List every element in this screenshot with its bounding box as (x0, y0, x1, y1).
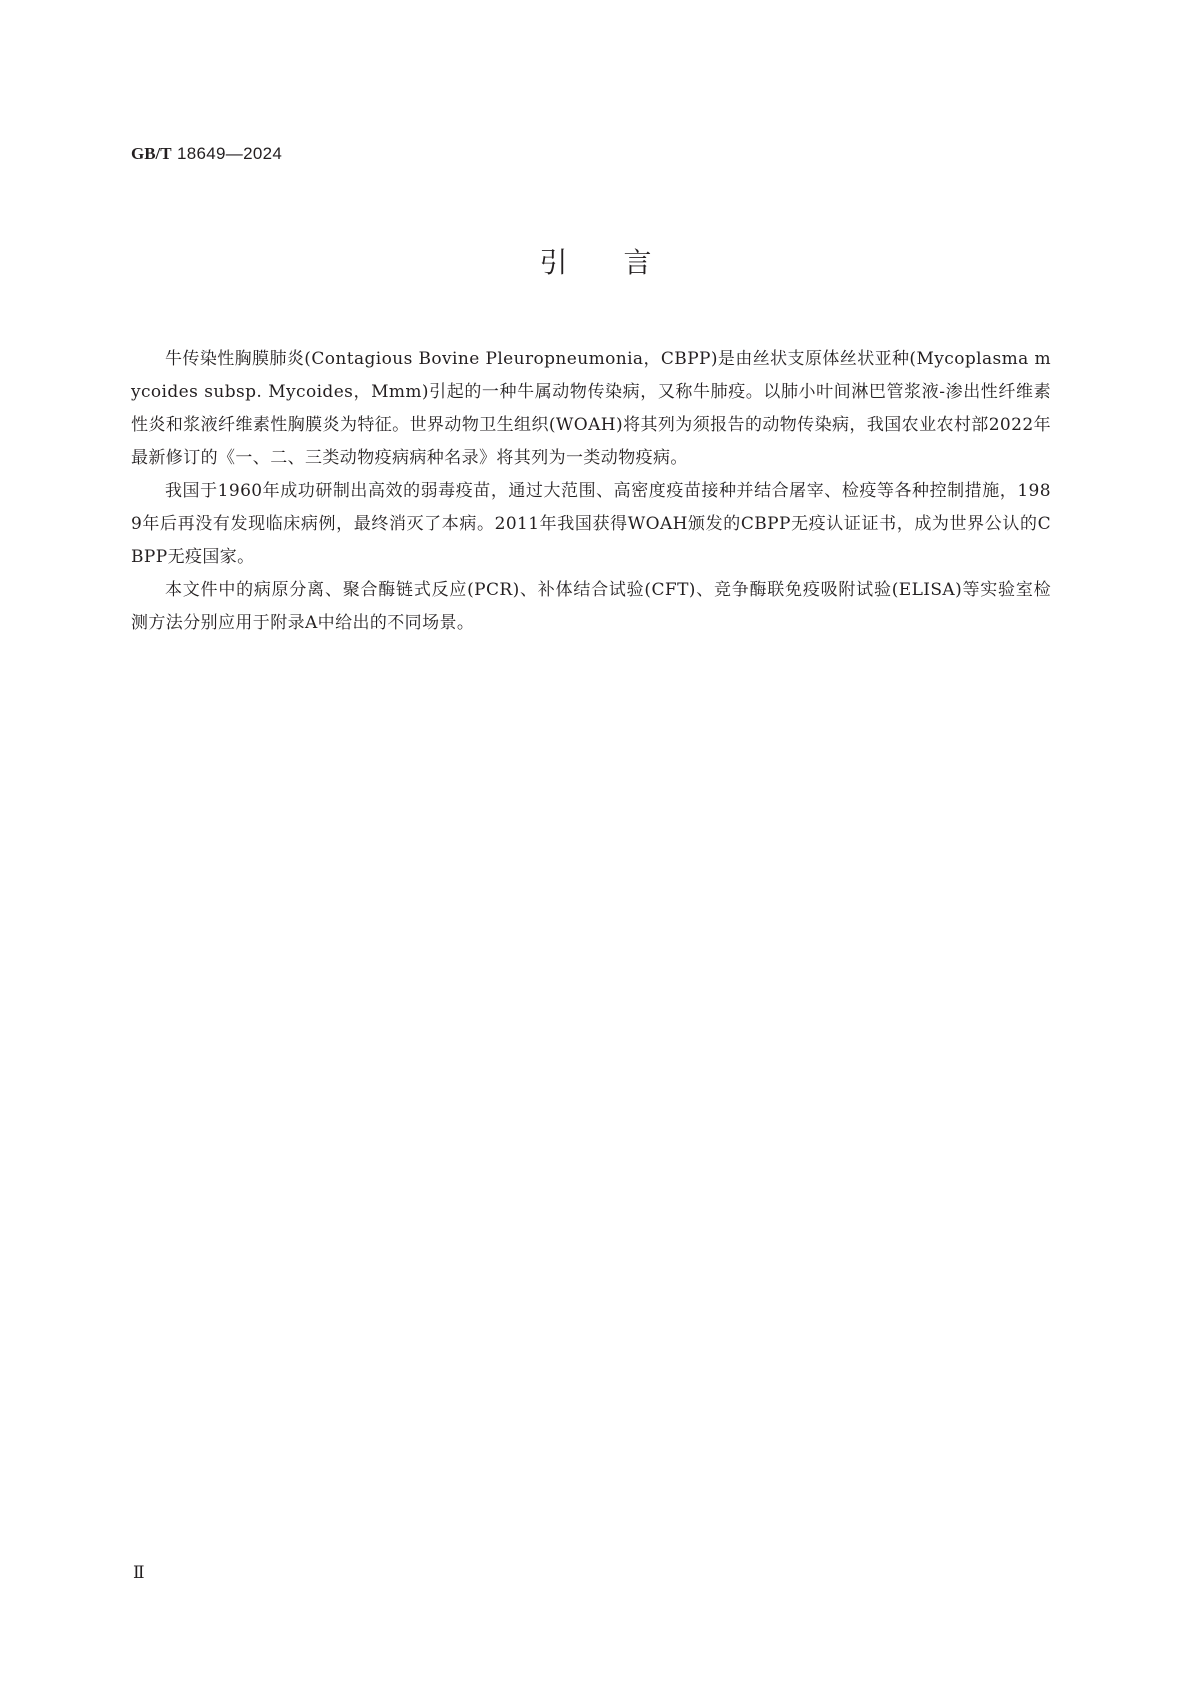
standard-number: 18649—2024 (177, 144, 283, 163)
paragraph-cbpp-definition: 牛传染性胸膜肺炎(Contagious Bovine Pleuropneumonia，CBPP)是由丝状支原体丝状亚种(Mycoplasma mycoides subsp. Mycoides，Mmm)引起的一种牛属动物传染病，又称牛肺疫。以肺小叶间淋巴管浆液-渗出性纤维素性炎和浆液纤维素性胸膜炎为特征。世界动物卫生组织(WOAH)将其列为须报告的动物传染病，我国农业农村部2022年最新修订的《一、二、三类动物疫病病种名录》将其列为一类动物疫病。 (131, 349, 1051, 468)
introduction-body (131, 343, 1051, 640)
paragraph-test-methods: 本文件中的病原分离、聚合酶链式反应(PCR)、补体结合试验(CFT)、竞争酶联免疫吸附试验(ELISA)等实验室检测方法分别应用于附录A中给出的不同场景。 (131, 580, 1051, 633)
standard-code-header (131, 143, 282, 165)
section-title: 引言 (539, 246, 708, 279)
standard-prefix: GB/T (131, 144, 172, 163)
page-number: Ⅱ (133, 1563, 145, 1582)
paragraph-eradication-history: 我国于1960年成功研制出高效的弱毒疫苗，通过大范围、高密度疫苗接种并结合屠宰、检疫等各种控制措施，1989年后再没有发现临床病例，最终消灭了本病。2011年我国获得WOAH颁发的CBPP无疫认证证书，成为世界公认的CBPP无疫国家。 (131, 481, 1051, 567)
